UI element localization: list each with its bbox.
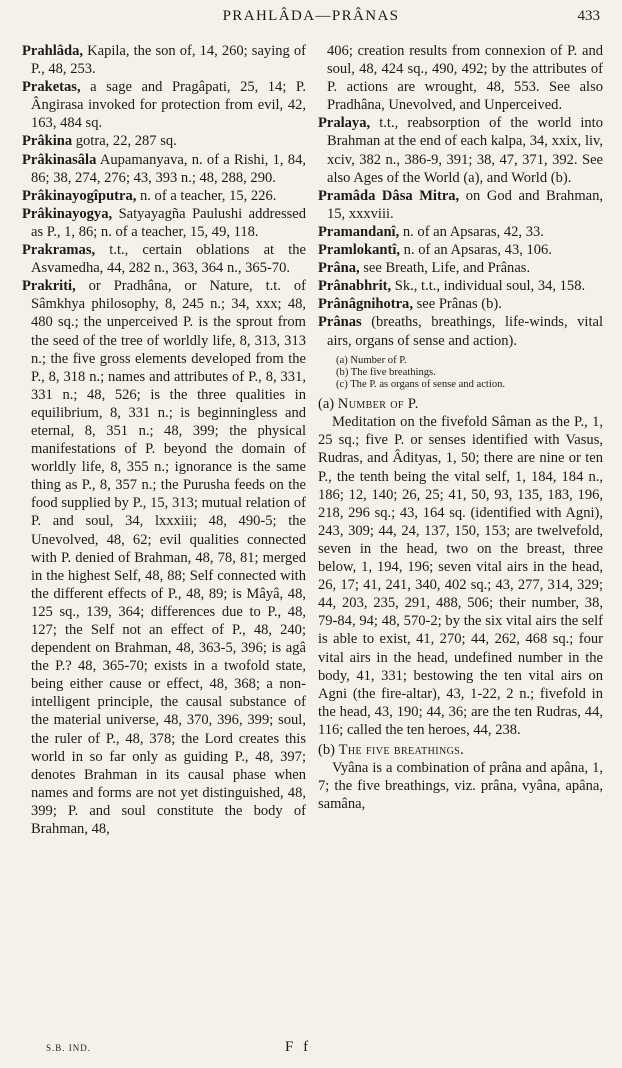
entry-headword: Prânabhrit, <box>318 278 392 295</box>
entry-headword: Praketas, <box>22 79 81 96</box>
entry-text: n. of an Apsaras, 42, 33. <box>399 223 544 240</box>
entry-text: t.t., reabsorption of the world into Brahman at the end of each kalpa, 34, xxix, liv, xciv, 382 n., 386-9, 391; 38, 47, 371, 392. See also Ages of the World (a), and World (b). <box>327 115 603 186</box>
signature-mark: F f <box>285 1039 312 1055</box>
index-entry <box>318 295 603 313</box>
section-b-title: The five breathings. <box>338 741 465 758</box>
entry-headword: Prâkina <box>22 133 73 150</box>
continued-entry-text: 406; creation results from connexion of P. and soul, 48, 424 sq., 490, 492; by the attributes of P. actions are wrought, 48, 553. See also Pradhâna, Unevolved, and Unperceived. <box>327 43 603 114</box>
entry-headword: Prânas <box>318 314 362 331</box>
index-entry <box>22 277 306 838</box>
footer-series-mark: S.B. IND. <box>46 1043 92 1053</box>
entry-headword: Pramâda Dâsa Mitra, <box>318 187 460 204</box>
entry-headword: Prâna, <box>318 260 360 277</box>
index-entry <box>318 223 603 241</box>
index-entry <box>22 241 306 277</box>
index-entry <box>22 42 306 78</box>
page-number: 433 <box>577 8 600 24</box>
entry-text: a sage and Pragâpati, 25, 14; P. Ângirasa invoked for protection from evil, 42, 163, 484 sq. <box>31 79 306 132</box>
entry-text: gotra, 22, 287 sq. <box>72 133 177 150</box>
entry-text: n. of a teacher, 15, 226. <box>136 187 277 204</box>
section-a-text: Meditation on the fivefold Sâman as the P., 1, 25 sq.; five P. or senses identified with Vasus, Rudras, and Âdityas, 1, 50; there are nine or ten P., the tenth being the vital self, 1, 184, 184 n., 186; 12, 140; 26, 25; 41, 50, 93, 135, 183, 196, 218, 296 sq.; 43, 164 sq. (identified with Agni), 243, 309; 44, 24, 137, 150, 153; are twelvefold, seven in the head, two on the breast, three below, 1, 194, 196; seven vital airs in the head, 26, 17; 41, 241, 340, 402 sq.; 43, 277, 314, 329; 44, 203, 235, 291, 488, 506; their number, 38, 79-84, 94; 48, 570-2; by the six vital airs the self is able to exist, 41, 270; 44, 262, 468 sq.; four vital airs in the head, undefined number in the body, 41, 331; bestowing the ten vital airs on Agni (the fire-altar), 43, 1-22, 2 n.; fivefold in the head, 43, 190; 44, 36; are the ten Rudras, 44, 116; called the ten heroes, 44, 238. <box>318 414 603 738</box>
entry-text: see Prânas (b). <box>412 296 502 313</box>
subsection-key-item: (c) The P. as organs of sense and action. <box>336 379 506 390</box>
entry-headword: Prânâgnihotra, <box>318 296 413 313</box>
section-b-label: (b) <box>318 741 335 758</box>
entry-headword: Prâkinasâla <box>22 151 97 168</box>
section-a-title: Number of P. <box>337 396 419 413</box>
index-entry <box>318 259 603 277</box>
entry-headword: Prahlâda, <box>22 43 84 59</box>
entry-headword: Pramlokantî, <box>318 242 401 259</box>
running-header <box>0 8 622 32</box>
right-entries <box>318 114 603 349</box>
entry-text: Sk., t.t., individual soul, 34, 158. <box>391 278 586 295</box>
entry-headword: Pramandanî, <box>318 223 400 240</box>
entry-text: or Pradhâna, or Nature, t.t. of Sâmkhya philosophy, 8, 245 n.; 34, xxx; 48, 480 sq.; the unperceived P. is the sprout from the seed of the tree of worldly life, 8, 313, 313 n.; the five gross elements developed from the P., 8, 318 n.; names and attributes of P., 8, 331, 331 n.; 48, 526; is the three qualities in equilibrium, 8, 331 n.; is beginningless and eternal, 8, 351 n.; 48, 399; the physical manifestations of P. beyond the domain of worldly life, 8, 355 n.; ignorance is the same thing as P., 8, 357 n.; the Purusha feeds on the food supplied by P., 15, 313; mutual relation of P. and soul, 34, lxxxiii; 48, 490-5; the Unevolved, 48, 62; evil qualities connected with P. denied of Brahman, 48, 78, 81; merged in the highest Self, 48, 88; Self connected with the different effects of P., 48, 89; is Mâyâ, 48, 125 sq., 139, 364; differences due to P., 48, 127; the Self not an effect of P., 48, 240; dependent on Brahman, 48, 363-5, 396; is agâ the P.? 48, 365-70; exists in a twofold state, being either cause or effect, 48, 368; a non-intelligent principle, the causal substance of the material universe, 48, 370, 396, 399; soul, the ruler of P., 48, 378; the Lord creates this world in so far only as guiding P., 48, 397; denotes Brahman in its causal phase when names and forms are not yet distinguished, 48, 399; P. and soul constitute the body of Brahman, 48, <box>31 278 306 838</box>
entry-text: Satyayagña Paulushi addressed as P., 1, 86; n. of a teacher, 15, 49, 118. <box>31 205 306 240</box>
index-entry <box>22 151 306 187</box>
index-entry <box>318 187 603 223</box>
subsection-key-item: (b) The five breathings. <box>336 366 436 378</box>
index-entry <box>318 114 603 186</box>
section-b-text: Vyâna is a combination of prâna and apâna, 1, 7; the five breathings, viz. prâna, vyâna, apâna, samâna, <box>318 760 603 813</box>
entry-text: (breaths, breathings, life-winds, vital airs, organs of sense and action). <box>327 314 603 349</box>
subsection-key <box>336 355 603 392</box>
entry-text: see Breath, Life, and Prânas. <box>359 260 531 277</box>
index-entry <box>22 78 306 132</box>
section-b-heading <box>318 741 603 759</box>
entry-headword: Prakramas, <box>22 242 96 259</box>
index-entry <box>318 241 603 259</box>
entry-headword: Prakriti, <box>22 278 76 295</box>
index-entry <box>318 313 603 349</box>
running-title: PRAHLÂDA—PRÂNAS <box>222 8 400 24</box>
entry-text: Aupamanyava, n. of a Rishi, 1, 84, 86; 38, 274, 276; 43, 393 n.; 48, 288, 290. <box>31 151 306 186</box>
entry-text: n. of an Apsaras, 43, 106. <box>400 242 552 259</box>
entry-text: t.t., certain oblations at the Asvamedha, 44, 282 n., 363, 364 n., 365-70. <box>31 242 306 277</box>
index-entry <box>22 205 306 241</box>
section-a-label: (a) <box>318 396 335 413</box>
entry-text: on God and Brahman, 15, xxxviii. <box>327 187 604 222</box>
index-entry <box>318 277 603 295</box>
right-column <box>318 42 603 813</box>
index-entry <box>22 187 306 205</box>
entry-text: Kapila, the son of, 14, 260; saying of P., 48, 253. <box>31 43 306 78</box>
subsection-key-item: (a) Number of P. <box>336 354 407 366</box>
index-entry <box>22 132 306 150</box>
entry-headword: Prâkinayogya, <box>22 205 113 222</box>
entry-headword: Prâkinayogîputra, <box>22 187 137 204</box>
entry-headword: Pralaya, <box>318 115 371 132</box>
left-column <box>22 42 306 838</box>
section-a-heading <box>318 395 603 413</box>
